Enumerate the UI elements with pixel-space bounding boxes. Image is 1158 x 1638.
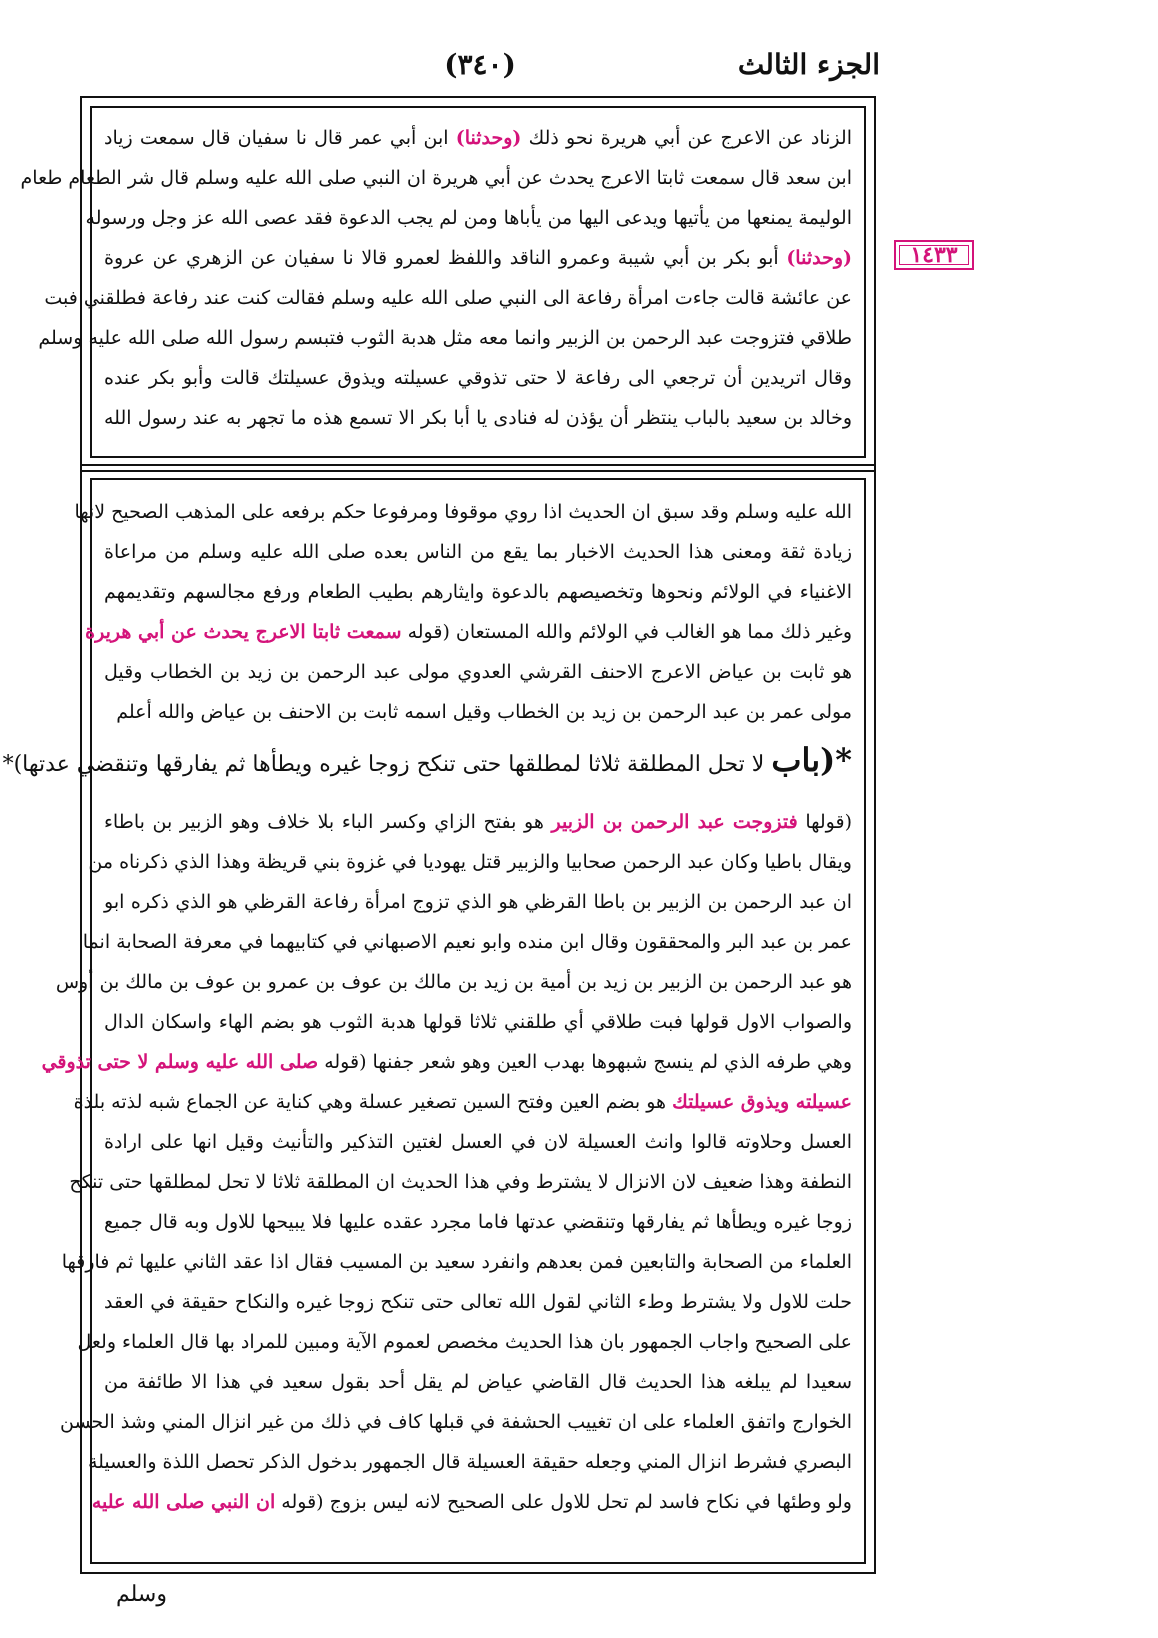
text-run: العلماء من الصحابة والتابعين فمن بعدهم وانفرد سعيد بن المسيب فقال اذا عقد الثاني عليها ثم فارقها <box>61 1251 852 1273</box>
commentary-part-1 <box>74 492 852 732</box>
highlighted-citation: سمعت ثابتا الاعرج يحدث عن أبي هريرة <box>85 621 402 643</box>
text-run: سعيدا لم يبلغه هذا الحديث قال القاضي عياض لم يقل أحد بقول سعيد في هذا الا طائفة من <box>104 1371 852 1393</box>
text-run: ابن أبي عمر قال نا سفيان قال سمعت زياد <box>104 127 456 149</box>
text-run: النطفة وهذا ضعيف لان الانزال لا يشترط وفي هذا الحديث ان المطلقة ثلاثا لا تحل لمطلقها حتى تنكح <box>69 1171 852 1193</box>
text-line <box>38 318 852 358</box>
text-run: أبو بكر بن أبي شيبة وعمرو الناقد واللفظ لعمرو قالا نا سفيان عن الزهري عن عروة <box>104 247 787 269</box>
text-line <box>60 1402 852 1442</box>
text-run: الوليمة يمنعها من يأتيها ويدعى اليها من يأباها ومن لم يجب الدعوة فقد عصى الله عز وجل ورسوله <box>85 207 852 229</box>
text-line <box>104 1282 852 1322</box>
text-run: الاغنياء في الولائم ونحوها وتخصيصهم بالدعوة وايثارهم بطيب الطعام ورفع مجالسهم وتقديمهم <box>104 581 852 603</box>
text-line <box>104 1362 852 1402</box>
text-run: الخوارج واتفق العلماء على ان تغييب الحشفة في قبلها كاف في ذلك من غير انزال المني وشذ الحسن <box>60 1411 852 1433</box>
text-line <box>82 922 852 962</box>
text-run: ابن سعد قال سمعت ثابتا الاعرج يحدث عن أبي هريرة ان النبي صلى الله عليه وسلم قال شر الطعام طعام <box>20 167 852 189</box>
text-line <box>104 118 852 158</box>
text-line <box>104 572 852 612</box>
text-run: وغير ذلك مما هو الغالب في الولائم والله المستعان (قوله <box>401 621 852 643</box>
text-run: ويقال باطيا وكان عبد الرحمن صحابيا والزبير قتل يهوديا في غزوة بني قريظة وهذا الذي ذكرناه من <box>88 851 852 873</box>
text-run: حلت للاول ولا يشترط وطء الثاني لقول الله تعالى حتى تنكح زوجا غيره والنكاح حقيقة في العقد <box>104 1291 852 1313</box>
text-line <box>104 882 852 922</box>
text-line <box>77 1322 852 1362</box>
page-frame <box>2 96 876 1574</box>
running-head <box>80 48 880 88</box>
text-line <box>88 842 852 882</box>
chapter-title: لا تحل المطلقة ثلاثا لمطلقها حتى تنكح زوجا غيره ويطأها ثم يفارقها وتنقضي عدتها)* <box>2 752 765 777</box>
highlighted-citation: فتزوجت عبد الرحمن بن الزبير <box>551 811 798 833</box>
text-line <box>104 652 852 692</box>
text-run: هو بضم العين وفتح السين تصغير عسلة وهي كناية عن الجماع شبه لذته بلذة <box>73 1091 673 1113</box>
text-run: (قولها <box>797 811 852 833</box>
text-run: مولى عمر بن عبد الرحمن بن زيد بن الخطاب وقيل اسمه ثابت بن الاحنف بن عياض والله أعلم <box>116 701 852 723</box>
text-line <box>104 1202 852 1242</box>
text-run: وخالد بن سعيد بالباب ينتظر أن يؤذن له فنادى يا أبا بكر الا تسمع هذه ما تجهر به عند رسول الله <box>104 407 852 429</box>
text-run: زيادة ثقة ومعنى هذا الحديث الاخبار بما يقع من الناس بعده صلى الله عليه وسلم من مراعاة <box>104 541 852 563</box>
text-run: عن عائشة قالت جاءت امرأة رفاعة الى النبي صلى الله عليه وسلم فقالت كنت عند رفاعة فطلقني فبت <box>44 287 852 309</box>
divider-rule <box>82 464 874 466</box>
text-line <box>44 278 852 318</box>
text-run: الله عليه وسلم وقد سبق ان الحديث اذا روي موقوفا ومرفوعا حكم برفعه على المذهب الصحيح لانها <box>74 501 852 523</box>
text-line <box>73 1082 852 1122</box>
text-run: وقال اتريدين أن ترجعي الى رفاعة لا حتى تذوقي عسيلته ويذوق عسيلتك قالت وأبو بكر عنده <box>104 367 852 389</box>
text-run: هو ثابت بن عياض الاعرج الاحنف القرشي العدوي مولى عبد الرحمن بن زيد بن الخطاب وقيل <box>104 661 852 683</box>
text-line <box>104 532 852 572</box>
text-run: هو بفتح الزاي وكسر الباء بلا خلاف وهو الزبير بن باطاء <box>104 811 552 833</box>
text-run: ولو وطئها في نكاح فاسد لم تحل للاول على الصحيح لانه ليس بزوج (قوله <box>275 1491 852 1513</box>
chapter-bab-word: *(باب <box>771 741 852 779</box>
text-line <box>104 238 852 278</box>
commentary-part-2 <box>41 802 852 1522</box>
text-line <box>41 1042 852 1082</box>
highlighted-citation: (وحدثنا) <box>455 127 522 149</box>
chapter-heading <box>2 740 852 780</box>
text-run: البصري فشرط انزال المني وجعله حقيقة العسيلة قال الجمهور بدخول الذكر تحصل اللذة والعسيلة <box>87 1451 852 1473</box>
commentary-box <box>2 478 866 1564</box>
text-run: الزناد عن الاعرج عن أبي هريرة نحو ذلك <box>521 127 852 149</box>
highlighted-citation: ان النبي صلى الله عليه <box>91 1491 276 1513</box>
page-number: (٣٤٠) <box>444 48 516 81</box>
catchword: وسلم <box>116 1582 167 1607</box>
divider-rule <box>82 470 874 472</box>
text-line <box>104 802 852 842</box>
text-line <box>85 198 852 238</box>
text-run: والصواب الاول قولها فبت طلاقي أي طلقني ثلاثا قولها هدبة الثوب هو بضم الهاء واسكان الدال <box>104 1011 852 1033</box>
volume-title: الجزء الثالث <box>737 48 880 81</box>
text-run: زوجا غيره ويطأها ثم يفارقها وتنقضي عدتها فاما مجرد عقده عليها فلا يبيحها للاول وبه قال جميع <box>104 1211 852 1233</box>
text-line <box>55 962 852 1002</box>
highlighted-citation: (وحدثنا) <box>786 247 852 269</box>
hadith-number-badge: ١٤٣٣ <box>894 240 974 270</box>
text-line <box>69 1162 852 1202</box>
text-line <box>104 398 852 438</box>
text-line <box>104 1002 852 1042</box>
text-run: طلاقي فتزوجت عبد الرحمن بن الزبير وانما معه مثل هدبة الثوب فتبسم رسول الله صلى الله عليه وسلم <box>38 327 852 349</box>
highlighted-citation: عسيلته ويذوق عسيلتك <box>672 1091 852 1113</box>
text-line <box>87 1442 852 1482</box>
text-line <box>85 612 852 652</box>
text-run: ان عبد الرحمن بن الزبير بن باطا القرظي هو الذي تزوج امرأة رفاعة القرظي هو الذي ذكره ابو <box>104 891 852 913</box>
text-line <box>104 692 852 732</box>
text-line <box>91 1482 852 1522</box>
text-run: العسل وحلاوته قالوا وانث العسيلة لان في العسل لغتين التذكير والتأنيث وقيل انها على ارادة <box>104 1131 852 1153</box>
text-line <box>61 1242 852 1282</box>
text-run: وهي طرفه الذي لم ينسج شبهوها بهدب العين وهو شعر جفنها (قوله <box>318 1051 852 1073</box>
text-line <box>104 358 852 398</box>
text-line <box>20 158 852 198</box>
highlighted-citation: صلى الله عليه وسلم لا حتى تذوقي <box>41 1051 319 1073</box>
text-run: هو عبد الرحمن بن الزبير بن زيد بن أمية بن زيد بن مالك بن عوف بن عمرو بن عوف بن مالك بن أوس <box>55 971 852 993</box>
text-run: عمر بن عبد البر والمحققون وقال ابن منده وابو نعيم الاصبهاني في كتابيهما في معرفة الصحابة انما <box>82 931 852 953</box>
hadith-text-box <box>20 106 866 458</box>
text-line <box>74 492 852 532</box>
text-run: على الصحيح واجاب الجمهور بان هذا الحديث مخصص لعموم الآية ومبين للمراد بها قال العلماء ولعل <box>77 1331 852 1353</box>
text-line <box>104 1122 852 1162</box>
hadith-text <box>20 118 852 438</box>
